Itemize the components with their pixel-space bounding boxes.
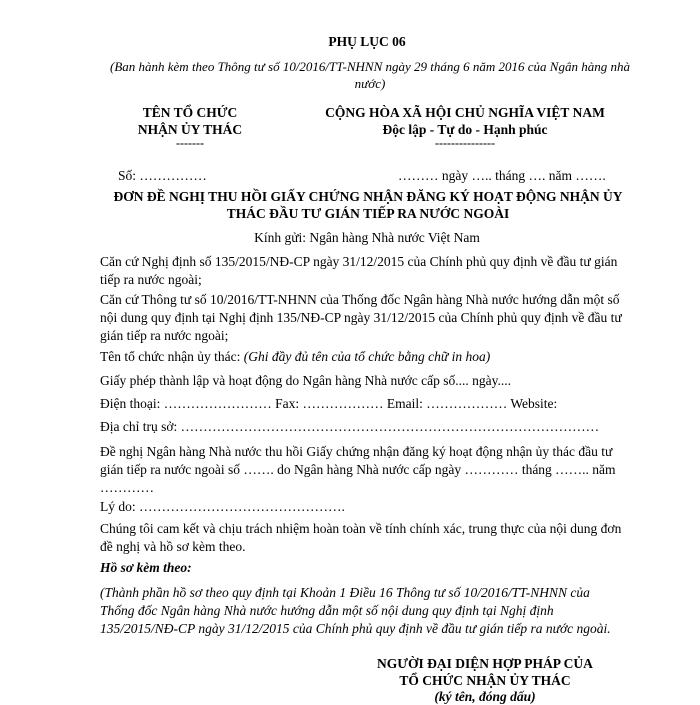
signature-line3: (ký tên, đóng dấu) (434, 689, 536, 704)
signature-line2: TỔ CHỨC NHẬN ỦY THÁC (399, 673, 571, 688)
legal-basis-2: Căn cứ Thông tư số 10/2016/TT-NHNN của Thống đốc Ngân hàng Nhà nước hướng dẫn một số nội dung quy định tại Nghị định 135/NĐ-CP ngày 31/12/2015 của Chính phủ quy định về đầu tư gián tiếp ra nước ngoài; (100, 292, 622, 343)
form-title: ĐƠN ĐỀ NGHỊ THU HỒI GIẤY CHỨNG NHẬN ĐĂNG KÝ HOẠT ĐỘNG NHẬN ỦY THÁC ĐẦU TƯ GIÁN TIẾP RA NƯỚC NGOÀI (113, 189, 623, 221)
org-name-line2: NHẬN ỦY THÁC (137, 122, 243, 137)
left-divider: ------- (176, 136, 204, 150)
commitment: Chúng tôi cam kết và chịu trách nhiệm hoàn toàn về tính chính xác, trung thực của nội dung đơn đề nghị và hồ sơ kèm theo. (100, 521, 622, 554)
reason-line: Lý do: ………………………………………. (100, 499, 345, 514)
license-line: Giấy phép thành lập và hoạt động do Ngân hàng Nhà nước cấp số.... ngày.... (100, 373, 511, 388)
address-line: Địa chỉ trụ sở: ………………………………………………………………………………… (100, 419, 600, 434)
appendix-title: PHỤ LỤC 06 (328, 34, 406, 49)
legal-basis-1: Căn cứ Nghị định số 135/2015/NĐ-CP ngày 31/12/2015 của Chính phủ quy định về đầu tư gián tiếp ra nước ngoài; (100, 254, 618, 287)
document-number: Số: …………… (118, 168, 207, 183)
attachments-heading: Hồ sơ kèm theo: (100, 560, 192, 575)
issued-with-note: (Ban hành kèm theo Thông tư số 10/2016/TT-NHNN ngày 29 tháng 6 năm 2016 của Ngân hàng nhà nước) (110, 59, 630, 91)
addressee: Kính gửi: Ngân hàng Nhà nước Việt Nam (254, 230, 480, 245)
org-name-hint: (Ghi đầy đủ tên của tổ chức bằng chữ in hoa) (243, 349, 491, 364)
attachments-note: (Thành phần hồ sơ theo quy định tại Khoản 1 Điều 16 Thông tư số 10/2016/TT-NHNN của Thống đốc Ngân hàng Nhà nước hướng dẫn một số nội dung quy định tại Nghị định 135/2015/NĐ-CP ngày 31/12/2015 của Chính phủ quy định về đầu tư gián tiếp ra nước ngoài. (100, 585, 611, 636)
nation-motto: Độc lập - Tự do - Hạnh phúc (382, 122, 548, 137)
contact-line: Điện thoại: …………………… Fax: ……………… Email: ……………… Website: (100, 396, 558, 411)
request-text: Đề nghị Ngân hàng Nhà nước thu hồi Giấy chứng nhận đăng ký hoạt động nhận ủy thác đầu tư gián tiếp ra nước ngoài số ……. do Ngân hàng Nhà nước cấp ngày ………… tháng …….. năm ………… (100, 444, 616, 495)
signature-line1: NGƯỜI ĐẠI DIỆN HỢP PHÁP CỦA (377, 656, 593, 671)
org-name-line1: TÊN TỔ CHỨC (142, 105, 238, 120)
org-name-field (100, 349, 490, 365)
nation-title: CỘNG HÒA XÃ HỘI CHỦ NGHĨA VIỆT NAM (325, 105, 605, 120)
right-divider: --------------- (435, 136, 495, 150)
place-date: ……… ngày ….. tháng …. năm ……. (398, 168, 606, 183)
org-name-label: Tên tổ chức nhận ủy thác: (100, 349, 241, 364)
